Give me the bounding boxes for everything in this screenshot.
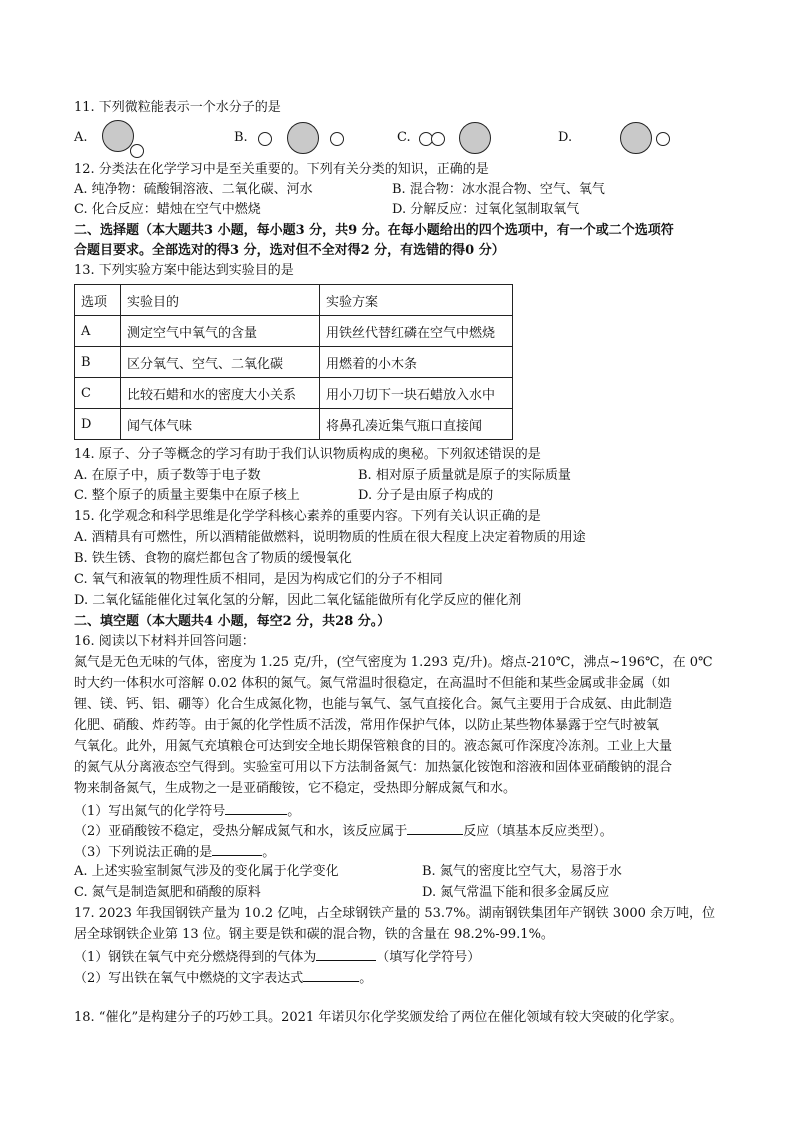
table-cell: 用小刀切下一块石蜡放入水中 <box>320 378 513 409</box>
q11-option-c[interactable] <box>397 120 517 160</box>
q15-option-b[interactable]: B. 铁生锈、食物的腐烂都包含了物质的缓慢氧化 <box>74 551 352 566</box>
oxygen-atom-icon <box>459 122 491 154</box>
q17-sub2-text: （2）写出铁在氧气中燃烧的文字表达式 <box>74 971 304 986</box>
q16-sub2-answer-blank[interactable] <box>407 820 463 835</box>
q11-option-b[interactable] <box>234 120 364 160</box>
q15-option-a[interactable]: A. 酒精具有可燃性，所以酒精能做燃料，说明物质的性质在很大程度上决定着物质的用途 <box>74 530 586 545</box>
section-fill-header: 二、填空题（本大题共4 小题，每空2 分，共28 分。） <box>74 614 391 629</box>
q16-passage-line: 化肥、硝酸、炸药等。由于氮的化学性质不活泼，常用作保护气体，以防止某些物体暴露于空气时被氧 <box>74 718 660 733</box>
q17-sub1 <box>74 946 480 968</box>
q16-sub2-text: （2）亚硝酸铵不稳定，受热分解成氮气和水，该反应属于 <box>74 824 408 839</box>
q17-sub2-end: 。 <box>359 971 373 986</box>
q11-option-b-label: B. <box>234 130 248 145</box>
table-cell: 区分氧气、空气、二氧化碳 <box>121 347 320 378</box>
q16-option-b[interactable]: B. 氮气的密度比空气大，易溶于水 <box>422 864 622 879</box>
q11-option-a-label: A. <box>74 130 88 145</box>
q15-option-c[interactable]: C. 氧气和液氧的物理性质不相同，是因为构成它们的分子不相同 <box>74 572 443 587</box>
q16-passage-line: 气氧化。此外，用氮气充填粮仓可达到安全地长期保管粮食的目的。液态氮可作深度冷冻剂。工业上大量 <box>74 739 673 754</box>
q11-stem: 11. 下列微粒能表示一个水分子的是 <box>74 100 281 115</box>
q15-option-d[interactable]: D. 二氧化锰能催化过氧化氢的分解，因此二氧化锰能做所有化学反应的催化剂 <box>74 593 522 608</box>
table-header-cell: 实验目的 <box>121 285 320 316</box>
q13-table <box>74 284 513 440</box>
q17-sub2 <box>74 967 372 989</box>
table-cell: 闻气体气味 <box>121 409 320 440</box>
table-header-cell: 选项 <box>75 285 121 316</box>
table-row[interactable] <box>75 316 513 347</box>
q17-line2: 居全球钢铁企业第 13 位。钢主要是铁和碳的混合物，铁的含量在 98.2%-99.1%。 <box>74 927 554 942</box>
q16-sub3-text: （3）下列说法正确的是 <box>74 845 213 860</box>
q16-sub2-end: 反应（填基本反应类型）。 <box>463 824 613 839</box>
table-header-cell: 实验方案 <box>320 285 513 316</box>
q11-option-d[interactable] <box>558 120 698 160</box>
q17-sub1-text: （1）钢铁在氧气中充分燃烧得到的气体为 <box>74 950 317 965</box>
q16-passage-line: 氮气是无色无味的气体，密度为 1.25 克/升，(空气密度为 1.293 克/升)。熔点-210℃，沸点~196℃，在 0℃ <box>74 655 713 670</box>
q16-passage-line: 物来制备氮气，生成物之一是亚硝酸铵，它不稳定，受热即分解成氮气和水。 <box>74 781 517 796</box>
table-cell: 用燃着的小木条 <box>320 347 513 378</box>
q14-option-b[interactable]: B. 相对原子质量就是原子的实际质量 <box>358 468 571 483</box>
q16-sub3-answer-blank[interactable] <box>212 841 262 856</box>
q14-option-a[interactable]: A. 在原子中，质子数等于电子数 <box>74 468 261 483</box>
q16-sub1-text: （1）写出氮气的化学符号 <box>74 804 226 819</box>
hydrogen-atom-icon <box>656 132 670 146</box>
q16-sub1-answer-blank[interactable] <box>225 800 287 815</box>
table-row[interactable] <box>75 378 513 409</box>
q17-sub1-end: （填写化学符号） <box>376 950 481 965</box>
table-cell: 用铁丝代替红磷在空气中燃烧 <box>320 316 513 347</box>
q14-option-c[interactable]: C. 整个原子的质量主要集中在原子核上 <box>74 488 300 503</box>
q14-stem: 14. 原子、分子等概念的学习有助于我们认识物质构成的奥秘。下列叙述错误的是 <box>74 447 541 462</box>
q11-options <box>74 120 714 160</box>
q12-option-d[interactable]: D. 分解反应：过氧化氢制取氧气 <box>392 202 580 217</box>
q17-sub1-answer-blank[interactable] <box>316 946 376 961</box>
q16-passage-line: 的氮气从分离液态空气得到。实验室可用以下方法制备氮气：加热氯化铵饱和溶液和固体亚硝酸钠的混合 <box>74 760 673 775</box>
q16-option-c[interactable]: C. 氮气是制造氮肥和硝酸的原料 <box>74 885 261 900</box>
table-cell: 比较石蜡和水的密度大小关系 <box>121 378 320 409</box>
q16-passage-line: 时大约一体积水可溶解 0.02 体积的氮气。氮气常温时很稳定，在高温时不但能和某些金属或非金属（如 <box>74 676 671 691</box>
q16-stem: 16. 阅读以下材料并回答问题： <box>74 634 255 649</box>
q16-option-a[interactable]: A. 上述实验室制氮气涉及的变化属于化学变化 <box>74 864 339 879</box>
oxygen-atom-icon <box>620 122 652 154</box>
q17-line1: 17. 2023 年我国钢铁产量为 10.2 亿吨，占全球钢铁产量的 53.7%。湖南钢铁集团年产钢铁 3000 余万吨，位 <box>74 906 716 921</box>
section-choice-header-2: 合题目要求。全部选对的得3 分，选对但不全对得2 分，有选错的得0 分） <box>74 243 505 258</box>
q11-option-a[interactable] <box>74 120 194 160</box>
table-cell: 测定空气中氧气的含量 <box>121 316 320 347</box>
q16-sub1 <box>74 800 300 822</box>
table-cell: D <box>75 409 121 440</box>
q16-sub2 <box>74 820 613 842</box>
oxygen-atom-icon <box>102 120 134 152</box>
q18-line1: 18. “催化”是构建分子的巧妙工具。2021 年诺贝尔化学奖颁发给了两位在催化领域有较大突破的化学家。 <box>74 1010 683 1025</box>
table-cell: C <box>75 378 121 409</box>
hydrogen-atom-icon <box>330 132 344 146</box>
q16-sub1-end: 。 <box>287 804 301 819</box>
table-header-row <box>75 285 513 316</box>
table-cell: 将鼻孔凑近集气瓶口直接闻 <box>320 409 513 440</box>
oxygen-atom-icon <box>287 122 319 154</box>
q12-stem: 12. 分类法在化学学习中是至关重要的。下列有关分类的知识，正确的是 <box>74 162 489 177</box>
q12-option-c[interactable]: C. 化合反应：蜡烛在空气中燃烧 <box>74 202 261 217</box>
q13-stem: 13. 下列实验方案中能达到实验目的是 <box>74 263 294 278</box>
hydrogen-atom-icon <box>431 132 445 146</box>
section-choice-header-1: 二、选择题（本大题共3 小题，每小题3 分，共9 分。在每小题给出的四个选项中，有一个或二个选项符 <box>74 223 674 238</box>
q14-option-d[interactable]: D. 分子是由原子构成的 <box>358 488 494 503</box>
q12-option-b[interactable]: B. 混合物：冰水混合物、空气、氧气 <box>392 182 605 197</box>
table-cell: A <box>75 316 121 347</box>
q16-passage-line: 锂、镁、钙、铝、硼等）化合生成氮化物，也能与氧气、氢气直接化合。氮气主要用于合成氨、由此制造 <box>74 697 673 712</box>
table-cell: B <box>75 347 121 378</box>
q11-option-c-label: C. <box>397 130 411 145</box>
q12-option-a[interactable]: A. 纯净物：硫酸铜溶液、二氧化碳、河水 <box>74 182 313 197</box>
table-row[interactable] <box>75 347 513 378</box>
hydrogen-atom-icon <box>258 132 272 146</box>
table-row[interactable] <box>75 409 513 440</box>
hydrogen-atom-icon <box>130 144 144 158</box>
q16-sub3 <box>74 841 275 863</box>
q11-option-d-label: D. <box>558 130 573 145</box>
q16-option-d[interactable]: D. 氮气常温下能和很多金属反应 <box>422 885 610 900</box>
q17-sub2-answer-blank[interactable] <box>303 967 359 982</box>
q16-sub3-end: 。 <box>262 845 276 860</box>
q15-stem: 15. 化学观念和科学思维是化学学科核心素养的重要内容。下列有关认识正确的是 <box>74 509 541 524</box>
